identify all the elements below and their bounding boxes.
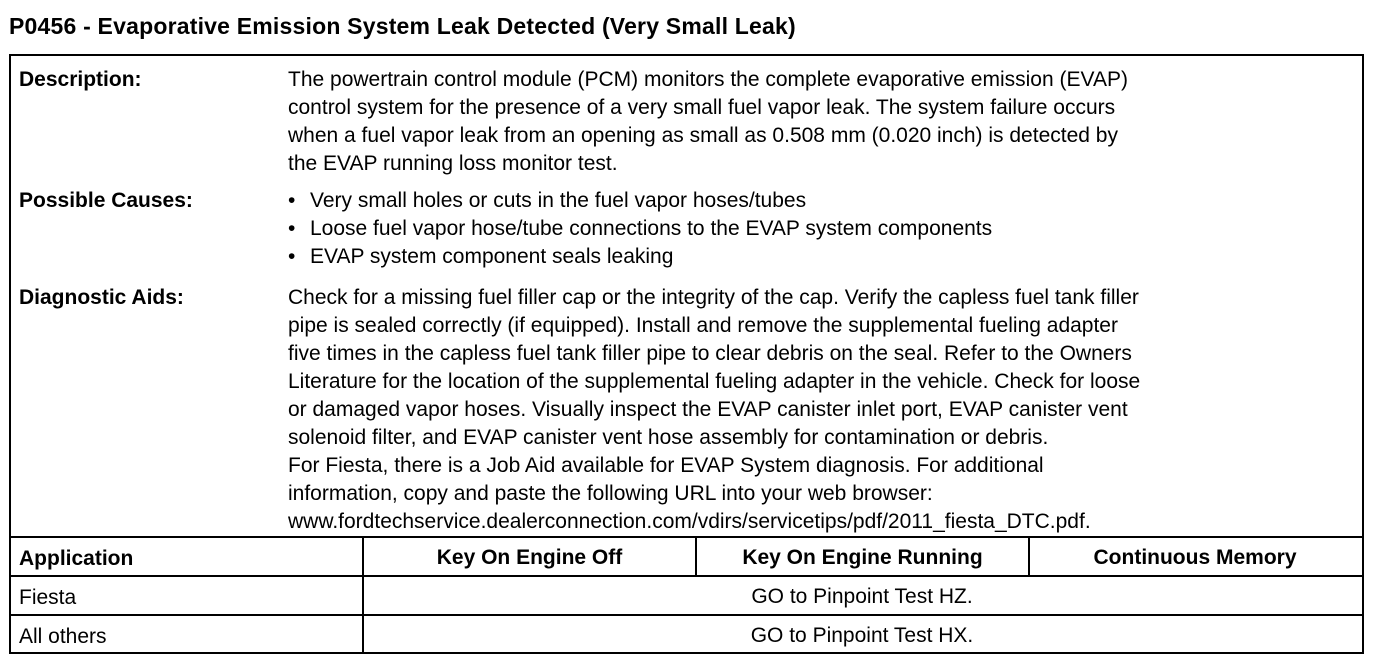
possible-causes-text [288,187,992,271]
diagnostic-aids-line: For Fiesta, there is a Job Aid available for EVAP System diagnosis. For additional [288,454,1044,477]
diagnostic-aids-label: Diagnostic Aids: [19,286,184,309]
diagnostic-aids-text [288,284,1140,536]
diagnostic-aids-line: information, copy and paste the following URL into your web browser: [288,482,933,505]
diagnostic-aids-line: or damaged vapor hoses. Visually inspect the EVAP canister inlet port, EVAP canister vent [288,398,1128,421]
table-divider [11,536,1362,538]
description-label: Description: [19,68,142,91]
table-row-application: Fiesta [19,586,77,609]
column-header-continuous-memory: Continuous Memory [1093,546,1297,569]
list-item: • Very small holes or cuts in the fuel vapor hoses/tubes [288,187,992,215]
possible-causes-label: Possible Causes: [19,189,193,212]
description-line: control system for the presence of a very small fuel vapor leak. The system failure occurs [288,96,1116,119]
diagnostic-aids-line: pipe is sealed correctly (if equipped). Install and remove the supplemental fueling adapter [288,314,1118,337]
description-line: The powertrain control module (PCM) monitors the complete evaporative emission (EVAP) [288,68,1128,91]
description-text [288,66,1128,178]
table-row-application: All others [19,625,107,648]
possible-causes-list [288,187,992,271]
description-line: the EVAP running loss monitor test. [288,152,618,175]
column-header-application: Application [19,547,134,570]
diagnostic-aids-url: www.fordtechservice.dealerconnection.com/vdirs/servicetips/pdf/2011_fiesta_DTC.pdf. [288,510,1091,533]
table-divider [11,575,1362,577]
description-line: when a fuel vapor leak from an opening as small as 0.508 mm (0.020 inch) is detected by [288,124,1118,147]
diagnostic-aids-line: five times in the capless fuel tank filler pipe to clear debris on the seal. Refer to the Owners [288,342,1132,365]
diagnostic-aids-line: Check for a missing fuel filler cap or the integrity of the cap. Verify the capless fuel tank filler [288,286,1139,309]
diagnostic-aids-line: Literature for the location of the supplemental fueling adapter in the vehicle. Check for loose [288,370,1141,393]
table-row-action: GO to Pinpoint Test HZ. [751,585,973,608]
diagnostic-aids-line: solenoid filter, and EVAP canister vent hose assembly for contamination or debris. [288,426,1049,449]
list-item: • EVAP system component seals leaking [288,243,992,271]
page-title: P0456 - Evaporative Emission System Leak Detected (Very Small Leak) [9,13,796,39]
table-row-action: GO to Pinpoint Test HX. [750,624,974,647]
column-header-key-on-engine-running: Key On Engine Running [742,546,983,569]
dtc-info-table [9,54,1364,654]
table-divider [11,614,1362,616]
column-header-key-on-engine-off: Key On Engine Off [436,546,623,569]
list-item: • Loose fuel vapor hose/tube connections to the EVAP system components [288,215,992,243]
